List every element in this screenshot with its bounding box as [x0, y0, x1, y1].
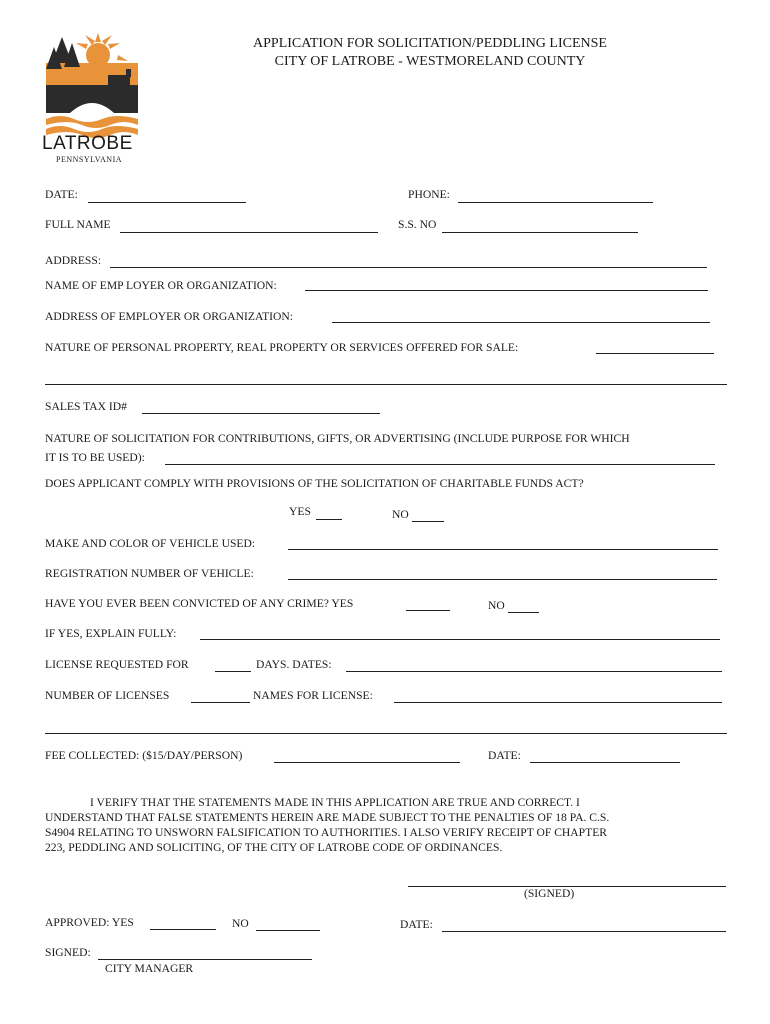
- employer-name-label: NAME OF EMP LOYER OR ORGANIZATION:: [45, 279, 277, 292]
- explain-field[interactable]: [200, 639, 720, 640]
- convicted-label: HAVE YOU EVER BEEN CONVICTED OF ANY CRIME? YES: [45, 597, 354, 610]
- date-field[interactable]: [88, 202, 246, 203]
- manager-signature-field[interactable]: [98, 959, 312, 960]
- num-licenses-label: NUMBER OF LICENSES: [45, 689, 170, 702]
- convicted-no-field[interactable]: [508, 612, 539, 613]
- ssn-label: S.S. NO: [398, 218, 437, 231]
- license-requested-label: LICENSE REQUESTED FOR: [45, 658, 189, 671]
- comply-no-label: NO: [392, 508, 409, 521]
- form-subtitle: CITY OF LATROBE - WESTMORELAND COUNTY: [274, 54, 586, 69]
- employer-address-label: ADDRESS OF EMPLOYER OR ORGANIZATION:: [45, 310, 293, 323]
- convicted-no-label: NO: [488, 599, 505, 612]
- verify-text-line1: I VERIFY THAT THE STATEMENTS MADE IN THIS APPLICATION ARE TRUE AND CORRECT. I: [90, 796, 580, 809]
- approved-no-label: NO: [232, 917, 249, 930]
- license-days-field[interactable]: [215, 671, 251, 672]
- ssn-field[interactable]: [442, 232, 638, 233]
- approved-date-label: DATE:: [400, 918, 433, 931]
- explain-label: IF YES, EXPLAIN FULLY:: [45, 627, 177, 640]
- fee-field[interactable]: [274, 762, 460, 763]
- registration-field[interactable]: [288, 579, 717, 580]
- days-dates-label: DAYS. DATES:: [256, 658, 332, 671]
- city-logo: [40, 33, 140, 165]
- comply-yes-field[interactable]: [316, 519, 342, 520]
- signed-label: (SIGNED): [524, 887, 575, 900]
- names-license-label: NAMES FOR LICENSE:: [253, 689, 373, 702]
- phone-label: PHONE:: [408, 188, 450, 201]
- verify-text-line3: S4904 RELATING TO UNSWORN FALSIFICATION TO AUTHORITIES. I ALSO VERIFY RECEIPT OF CHAPTER: [45, 826, 608, 839]
- comply-no-field[interactable]: [412, 521, 444, 522]
- approved-yes-field[interactable]: [150, 929, 216, 930]
- city-manager-label: CITY MANAGER: [105, 962, 194, 975]
- registration-label: REGISTRATION NUMBER OF VEHICLE:: [45, 567, 254, 580]
- vehicle-field[interactable]: [288, 549, 718, 550]
- date-label: DATE:: [45, 188, 78, 201]
- verify-text-line2: UNDERSTAND THAT FALSE STATEMENTS HEREIN ARE MADE SUBJECT TO THE PENALTIES OF 18 PA. C.S.: [45, 811, 610, 824]
- names-license-field[interactable]: [394, 702, 722, 703]
- comply-yes-label: YES: [289, 505, 311, 518]
- address-label: ADDRESS:: [45, 254, 102, 267]
- num-licenses-field[interactable]: [191, 702, 250, 703]
- vehicle-label: MAKE AND COLOR OF VEHICLE USED:: [45, 537, 256, 550]
- names-license-field-2[interactable]: [45, 733, 727, 734]
- sales-tax-label: SALES TAX ID#: [45, 400, 127, 413]
- employer-address-field[interactable]: [332, 322, 710, 323]
- full-name-label: FULL NAME: [45, 218, 111, 231]
- phone-field[interactable]: [458, 202, 653, 203]
- address-field[interactable]: [110, 267, 707, 268]
- nature-solicitation-label: NATURE OF SOLICITATION FOR CONTRIBUTIONS, GIFTS, OR ADVERTISING (INCLUDE PURPOSE FOR WHICH: [45, 432, 630, 445]
- nature-property-field[interactable]: [596, 353, 714, 354]
- sales-tax-field[interactable]: [142, 413, 380, 414]
- nature-property-field-2[interactable]: [45, 384, 727, 385]
- latrobe-emblem-icon: [40, 33, 140, 138]
- comply-question: DOES APPLICANT COMPLY WITH PROVISIONS OF THE SOLICITATION OF CHARITABLE FUNDS ACT?: [45, 477, 584, 490]
- nature-solicitation-field[interactable]: [165, 464, 715, 465]
- signed-manager-label: SIGNED:: [45, 946, 91, 959]
- verify-text-line4: 223, PEDDLING AND SOLICITING, OF THE CITY OF LATROBE CODE OF ORDINANCES.: [45, 841, 503, 854]
- logo-name: LATROBE: [42, 133, 133, 154]
- fee-date-label: DATE:: [488, 749, 521, 762]
- full-name-field[interactable]: [120, 232, 378, 233]
- form-title: APPLICATION FOR SOLICITATION/PEDDLING LICENSE: [253, 36, 607, 51]
- fee-date-field[interactable]: [530, 762, 680, 763]
- approved-date-field[interactable]: [442, 931, 726, 932]
- approved-no-field[interactable]: [256, 930, 320, 931]
- fee-label: FEE COLLECTED: ($15/DAY/PERSON): [45, 749, 243, 762]
- convicted-yes-field[interactable]: [406, 610, 450, 611]
- license-dates-field[interactable]: [346, 671, 722, 672]
- approved-yes-label: APPROVED: YES: [45, 916, 134, 929]
- logo-state: PENNSYLVANIA: [56, 155, 123, 164]
- nature-solicitation-label-2: IT IS TO BE USED):: [45, 451, 145, 464]
- nature-property-label: NATURE OF PERSONAL PROPERTY, REAL PROPERTY OR SERVICES OFFERED FOR SALE:: [45, 341, 519, 354]
- employer-name-field[interactable]: [305, 290, 708, 291]
